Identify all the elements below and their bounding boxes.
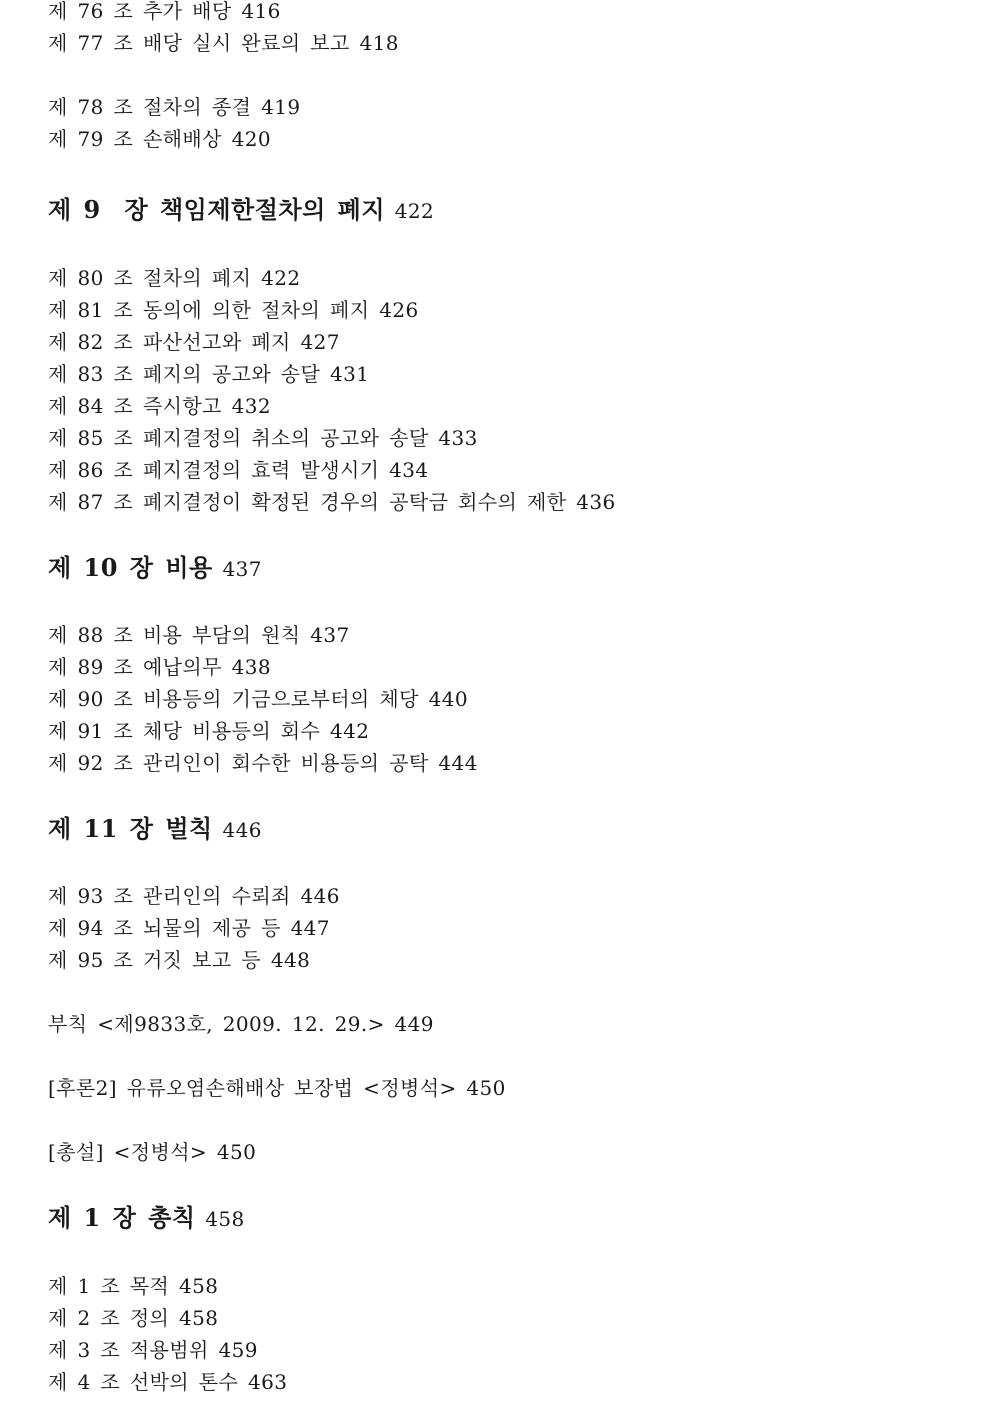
toc-entry-label: 제 3 조 적용범위 xyxy=(48,1338,209,1362)
toc-entry-page: 432 xyxy=(231,394,271,418)
toc-entry-page: 448 xyxy=(270,948,311,972)
toc-entry-page: 416 xyxy=(241,0,281,23)
toc-entry-page: 450 xyxy=(216,1140,257,1164)
toc-entry-label: 제 92 조 관리인이 회수한 비용등의 공탁 xyxy=(48,751,429,775)
toc-entry-art90 xyxy=(48,687,468,711)
toc-entry-label: 제 90 조 비용등의 기금으로부터의 체당 xyxy=(48,687,419,711)
toc-entry-art76 xyxy=(48,0,281,23)
toc-entry-page: 444 xyxy=(438,751,478,775)
toc-entry-page: 422 xyxy=(261,266,301,290)
toc-entry-label: 제 91 조 체당 비용등의 회수 xyxy=(48,719,321,743)
toc-entry-label: 제 85 조 폐지결정의 취소의 공고와 송달 xyxy=(48,426,429,450)
chapter-heading-1 xyxy=(48,1204,245,1233)
toc-entry-art95 xyxy=(48,948,310,972)
toc-entry-page: 418 xyxy=(359,31,399,55)
toc-entry-art83 xyxy=(48,362,369,386)
toc-entry-art77 xyxy=(48,31,399,55)
toc-entry-label: 제 2 조 정의 xyxy=(48,1306,170,1330)
toc-entry-art4 xyxy=(48,1370,287,1394)
toc-entry-art93 xyxy=(48,884,340,908)
toc-entry-art1 xyxy=(48,1274,218,1298)
toc-entry-page: 459 xyxy=(218,1338,258,1362)
toc-entry-page: 440 xyxy=(428,687,468,711)
toc-entry-art2 xyxy=(48,1306,218,1330)
toc-entry-label: 제 86 조 폐지결정의 효력 발생시기 xyxy=(48,458,380,482)
chapter-page: 446 xyxy=(222,818,262,842)
toc-entry-page: 442 xyxy=(330,719,370,743)
toc-entry-page: 426 xyxy=(379,298,419,322)
chapter-heading-11 xyxy=(48,815,262,844)
toc-entry-label: 제 76 조 추가 배당 xyxy=(48,0,232,23)
toc-entry-page: 437 xyxy=(310,623,350,647)
toc-entry-page: 458 xyxy=(179,1274,219,1298)
toc-entry-page: 427 xyxy=(300,330,340,354)
chapter-title: 제 1 장 총칙 xyxy=(48,1203,196,1232)
chapter-page: 458 xyxy=(205,1207,245,1231)
toc-entry-label: 제 81 조 동의에 의한 절차의 폐지 xyxy=(48,298,370,322)
toc-entry-art79 xyxy=(48,127,271,151)
toc-entry-page: 433 xyxy=(438,426,478,450)
toc-entry-page: 463 xyxy=(247,1370,288,1394)
toc-entry-label: 부칙 <제9833호, 2009. 12. 29.> xyxy=(48,1012,385,1036)
toc-entry-art86 xyxy=(48,458,429,482)
toc-entry-page: 420 xyxy=(231,127,271,151)
chapter-page: 422 xyxy=(394,199,435,223)
toc-entry-page: 449 xyxy=(394,1012,434,1036)
chapter-heading-10 xyxy=(48,554,262,583)
toc-entry-page: 446 xyxy=(300,884,340,908)
toc-entry-label: 제 95 조 거짓 보고 등 xyxy=(48,948,262,972)
toc-entry-label: 제 83 조 폐지의 공고와 송달 xyxy=(48,362,321,386)
toc-entry-label: [총설] <정병석> xyxy=(48,1140,208,1164)
toc-entry-label: 제 89 조 예납의무 xyxy=(48,655,222,679)
toc-entry-page: 431 xyxy=(330,362,370,386)
toc-entry-page: 450 xyxy=(466,1076,506,1100)
chapter-page: 437 xyxy=(222,557,262,581)
toc-entry-art81 xyxy=(48,298,419,322)
toc-entry-page: 436 xyxy=(576,490,616,514)
toc-entry-addendum xyxy=(48,1012,434,1036)
toc-entry-epilogue xyxy=(48,1076,506,1100)
toc-entry-label: 제 79 조 손해배상 xyxy=(48,127,222,151)
toc-entry-label: 제 94 조 뇌물의 제공 등 xyxy=(48,916,281,940)
toc-entry-label: [후론2] 유류오염손해배상 보장법 <정병석> xyxy=(48,1076,457,1100)
toc-entry-art84 xyxy=(48,394,271,418)
toc-entry-art85 xyxy=(48,426,478,450)
chapter-title: 제 11 장 벌칙 xyxy=(48,814,213,843)
toc-entry-art80 xyxy=(48,266,300,290)
toc-entry-art92 xyxy=(48,751,478,775)
toc-entry-label: 제 78 조 절차의 종결 xyxy=(48,95,252,119)
toc-entry-overview xyxy=(48,1140,256,1164)
toc-entry-label: 제 82 조 파산선고와 폐지 xyxy=(48,330,291,354)
chapter-heading-9 xyxy=(48,196,434,225)
toc-entry-art82 xyxy=(48,330,340,354)
toc-entry-page: 447 xyxy=(290,916,330,940)
toc-entry-page: 434 xyxy=(389,458,429,482)
toc-entry-label: 제 84 조 즉시항고 xyxy=(48,394,222,418)
chapter-title: 제 10 장 비용 xyxy=(48,553,213,582)
toc-entry-label: 제 88 조 비용 부담의 원칙 xyxy=(48,623,301,647)
toc-entry-label: 제 1 조 목적 xyxy=(48,1274,170,1298)
toc-entry-art88 xyxy=(48,623,350,647)
toc-entry-page: 438 xyxy=(231,655,271,679)
toc-entry-art87 xyxy=(48,490,616,514)
toc-entry-label: 제 80 조 절차의 폐지 xyxy=(48,266,252,290)
toc-entry-art94 xyxy=(48,916,330,940)
toc-entry-art3 xyxy=(48,1338,258,1362)
chapter-title: 제 9 장 책임제한절차의 폐지 xyxy=(48,195,385,224)
toc-entry-label: 제 77 조 배당 실시 완료의 보고 xyxy=(48,31,350,55)
toc-entry-page: 458 xyxy=(179,1306,219,1330)
toc-entry-art89 xyxy=(48,655,271,679)
toc-entry-label: 제 87 조 폐지결정이 확정된 경우의 공탁금 회수의 제한 xyxy=(48,490,567,514)
toc-entry-art78 xyxy=(48,95,300,119)
toc-entry-page: 419 xyxy=(261,95,301,119)
toc-entry-label: 제 93 조 관리인의 수뢰죄 xyxy=(48,884,291,908)
toc-entry-label: 제 4 조 선박의 톤수 xyxy=(48,1370,239,1394)
toc-entry-art91 xyxy=(48,719,369,743)
